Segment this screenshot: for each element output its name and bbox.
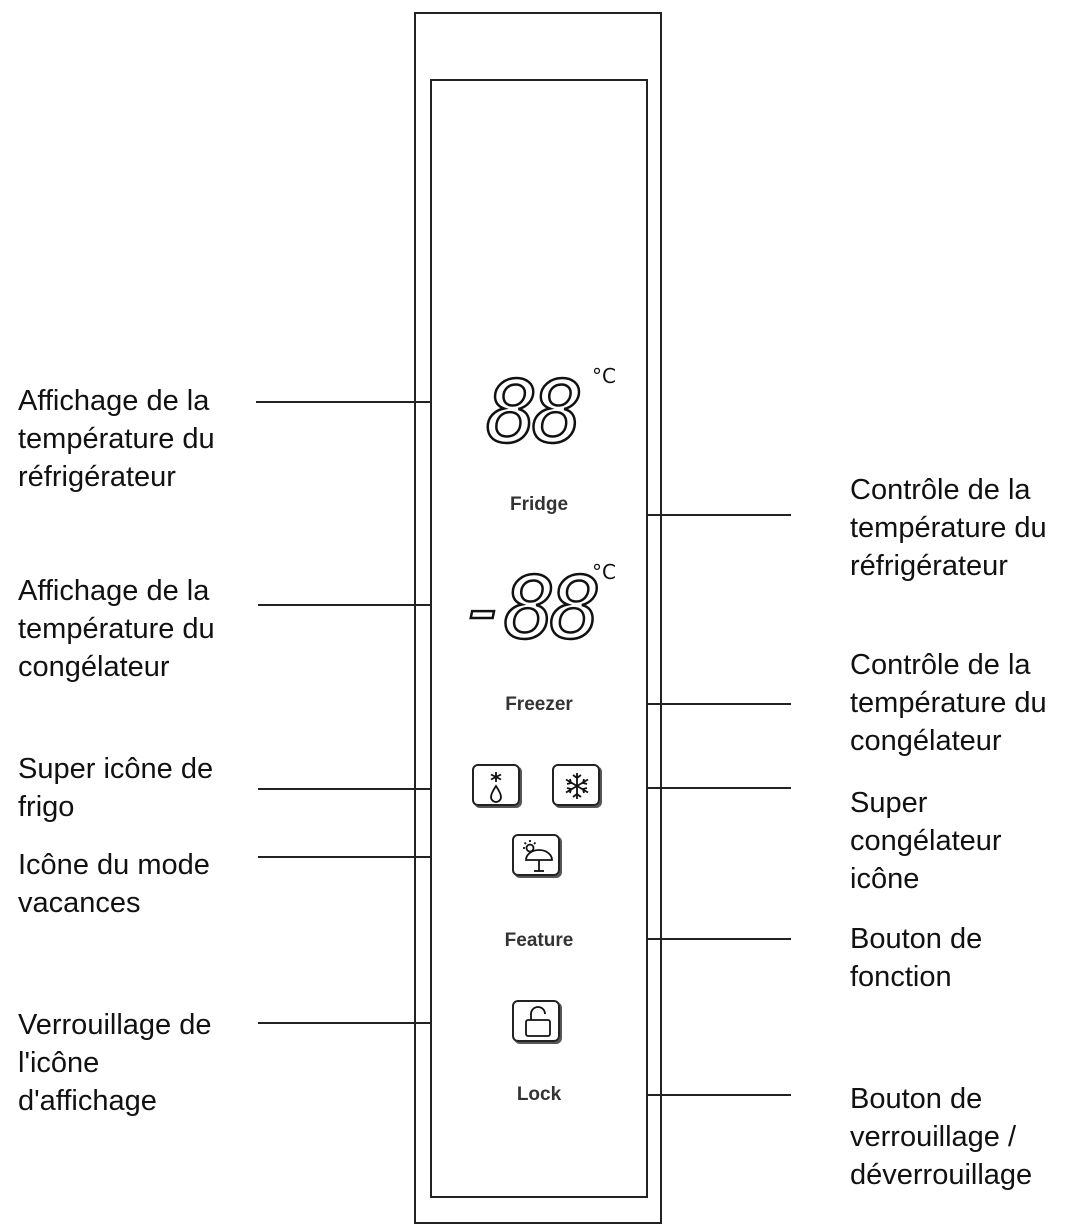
callout-super-freezer-icon: Super congélateur icône (850, 787, 1002, 895)
freezer-unit-label: °C (592, 560, 616, 584)
callout-fridge-display: Affichage de la température du réfrigérateur (18, 385, 215, 493)
super-freezer-icon (552, 764, 600, 806)
callout-super-fridge-icon: Super icône de frigo (18, 753, 214, 823)
leader-line-super-freezer-icon (646, 787, 791, 789)
freezer-temperature-display: -88 (458, 559, 596, 659)
callout-lock-button: Bouton de verrouillage / déverrouillage (850, 1083, 1033, 1191)
leader-line-fridge-display (256, 401, 432, 403)
leader-line-lock-icon (258, 1022, 432, 1024)
feature-button[interactable]: Feature (504, 930, 574, 951)
callout-feature-button: Bouton de fonction (850, 923, 983, 993)
holiday-mode-icon (512, 834, 560, 876)
lock-icon (512, 1000, 560, 1042)
fridge-button[interactable]: Fridge (509, 494, 569, 515)
leader-line-freezer-control (646, 703, 791, 705)
callout-lock-icon: Verrouillage de l'icône d'affichage (18, 1009, 212, 1117)
callout-fridge-control: Contrôle de la température du réfrigérateur (850, 474, 1047, 582)
callout-holiday-icon: Icône du mode vacances (18, 849, 210, 919)
super-fridge-icon (472, 764, 520, 806)
leader-line-feature-button (646, 938, 791, 940)
leader-line-fridge-control (646, 514, 791, 516)
leader-line-holiday-icon (258, 856, 432, 858)
fridge-unit-label: °C (592, 364, 616, 388)
callout-freezer-display: Affichage de la température du congélateur (18, 575, 215, 683)
leader-line-lock-button (646, 1094, 791, 1096)
leader-line-freezer-display (258, 604, 432, 606)
leader-line-super-fridge-icon (258, 788, 432, 790)
callout-freezer-control: Contrôle de la température du congélateur (850, 649, 1047, 757)
freezer-button[interactable]: Freezer (505, 694, 573, 715)
fridge-temperature-display: 88 (486, 363, 578, 463)
lock-button[interactable]: Lock (516, 1084, 562, 1105)
